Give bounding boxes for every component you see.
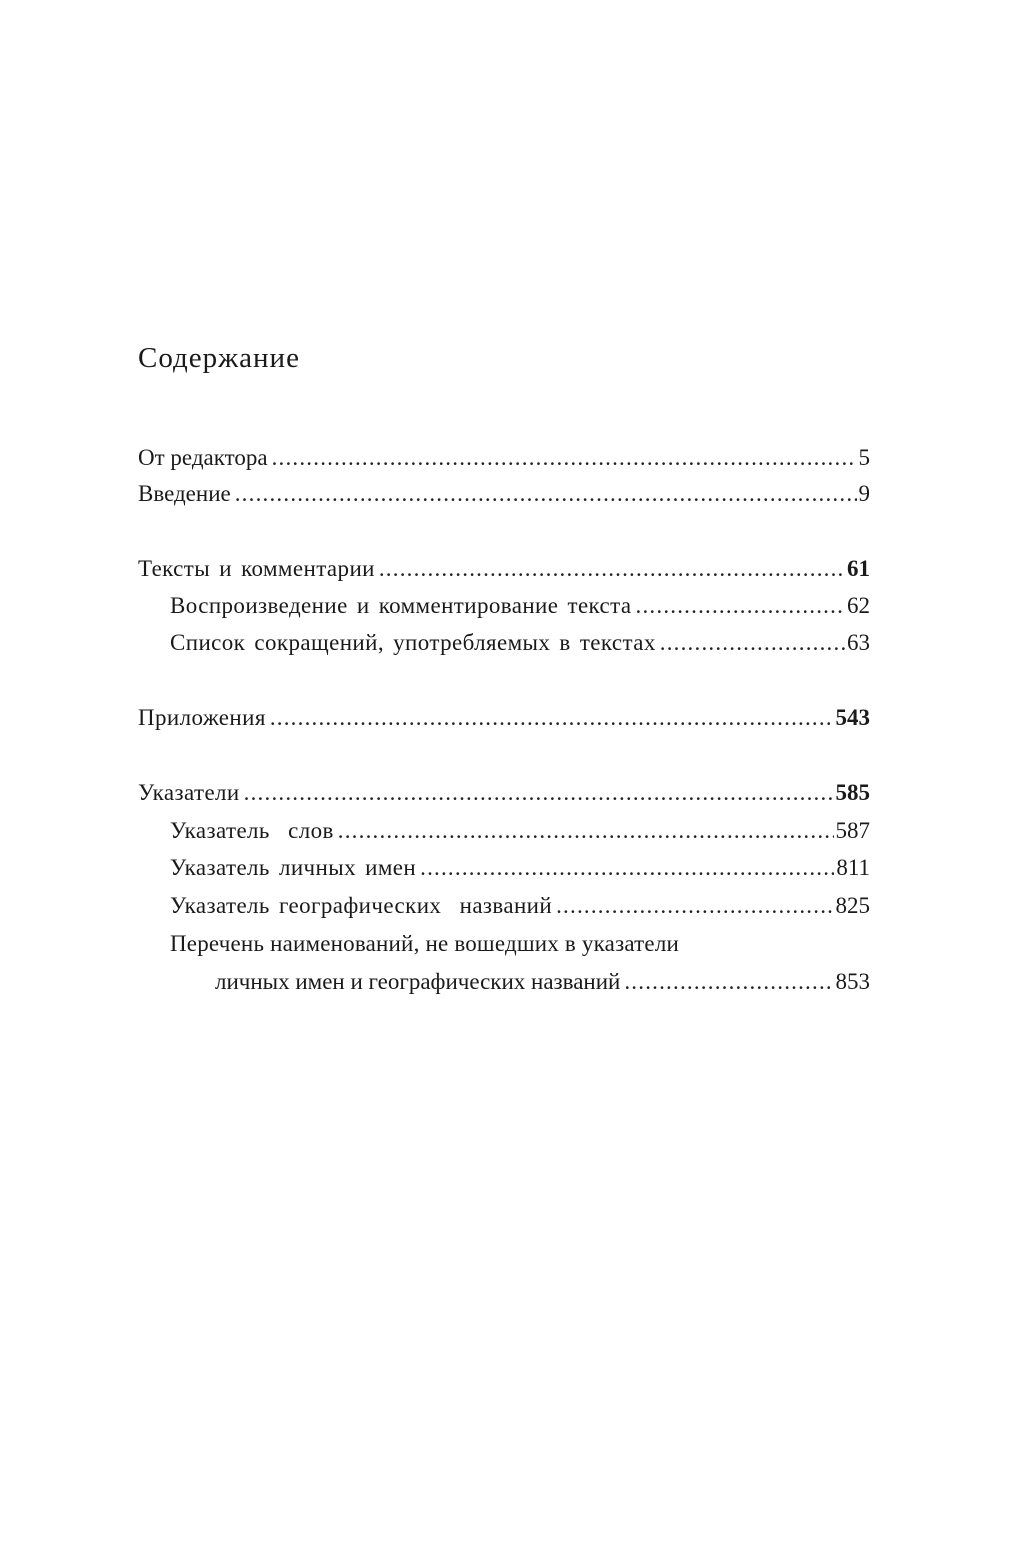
toc-subentry-continuation[interactable] [215, 966, 870, 998]
toc-entry-page: 61 [847, 556, 870, 581]
toc-section-entry[interactable] [138, 702, 870, 734]
toc-entry-label: Перечень наименований, не вошедших в указатели [170, 931, 680, 956]
toc-leader-dots [420, 852, 834, 884]
toc-entry-label: Указатель географических названий [170, 893, 553, 918]
toc-leader-dots [270, 702, 834, 734]
toc-leader-dots [379, 553, 845, 585]
toc-entry-page: 62 [847, 593, 870, 618]
toc-entry-page: 63 [847, 630, 870, 655]
toc-entry-label: Список сокращений, употребляемых в текстах [170, 630, 656, 655]
toc-leader-dots [272, 442, 857, 474]
toc-subentry[interactable] [170, 627, 870, 659]
toc-subentry-first-line[interactable] [170, 928, 870, 960]
toc-subentry[interactable] [170, 852, 870, 884]
toc-entry-page: 5 [858, 445, 870, 470]
toc-entry-page: 543 [835, 705, 870, 730]
toc-subentry[interactable] [170, 890, 870, 922]
toc-entry-label: От редактора [138, 445, 268, 470]
page-title: Содержание [138, 342, 300, 374]
toc-entry-page: 825 [835, 893, 870, 918]
toc-entry-page: 585 [835, 780, 870, 805]
toc-entry-page: 853 [835, 969, 870, 994]
toc-subentry[interactable] [170, 590, 870, 622]
toc-entry-label: Указатель слов [170, 818, 334, 843]
toc-leader-dots [244, 777, 834, 809]
toc-entry-page: 9 [858, 481, 870, 506]
toc-leader-dots [636, 590, 845, 622]
toc-subentry[interactable] [170, 815, 870, 847]
toc-entry-label: Тексты и комментарии [138, 556, 375, 581]
toc-leader-dots [338, 815, 834, 847]
toc-entry-label: Воспроизведение и комментирование текста [170, 593, 632, 618]
toc-entry-page: 587 [835, 818, 870, 843]
toc-entry-page: 811 [836, 855, 870, 880]
toc-section-entry[interactable] [138, 553, 870, 585]
toc-entry-label: Указатели [138, 780, 240, 805]
toc-entry[interactable] [138, 442, 870, 474]
toc-leader-dots [556, 890, 833, 922]
toc-entry-label: Приложения [138, 705, 266, 730]
toc-entry-label: Введение [138, 481, 231, 506]
toc-entry[interactable] [138, 478, 870, 510]
toc-section-entry[interactable] [138, 777, 870, 809]
toc-leader-dots [624, 966, 833, 998]
toc-leader-dots [235, 478, 857, 510]
toc-leader-dots [660, 627, 845, 659]
toc-entry-label: личных имен и географических названий [215, 969, 621, 994]
toc-entry-label: Указатель личных имен [170, 855, 417, 880]
